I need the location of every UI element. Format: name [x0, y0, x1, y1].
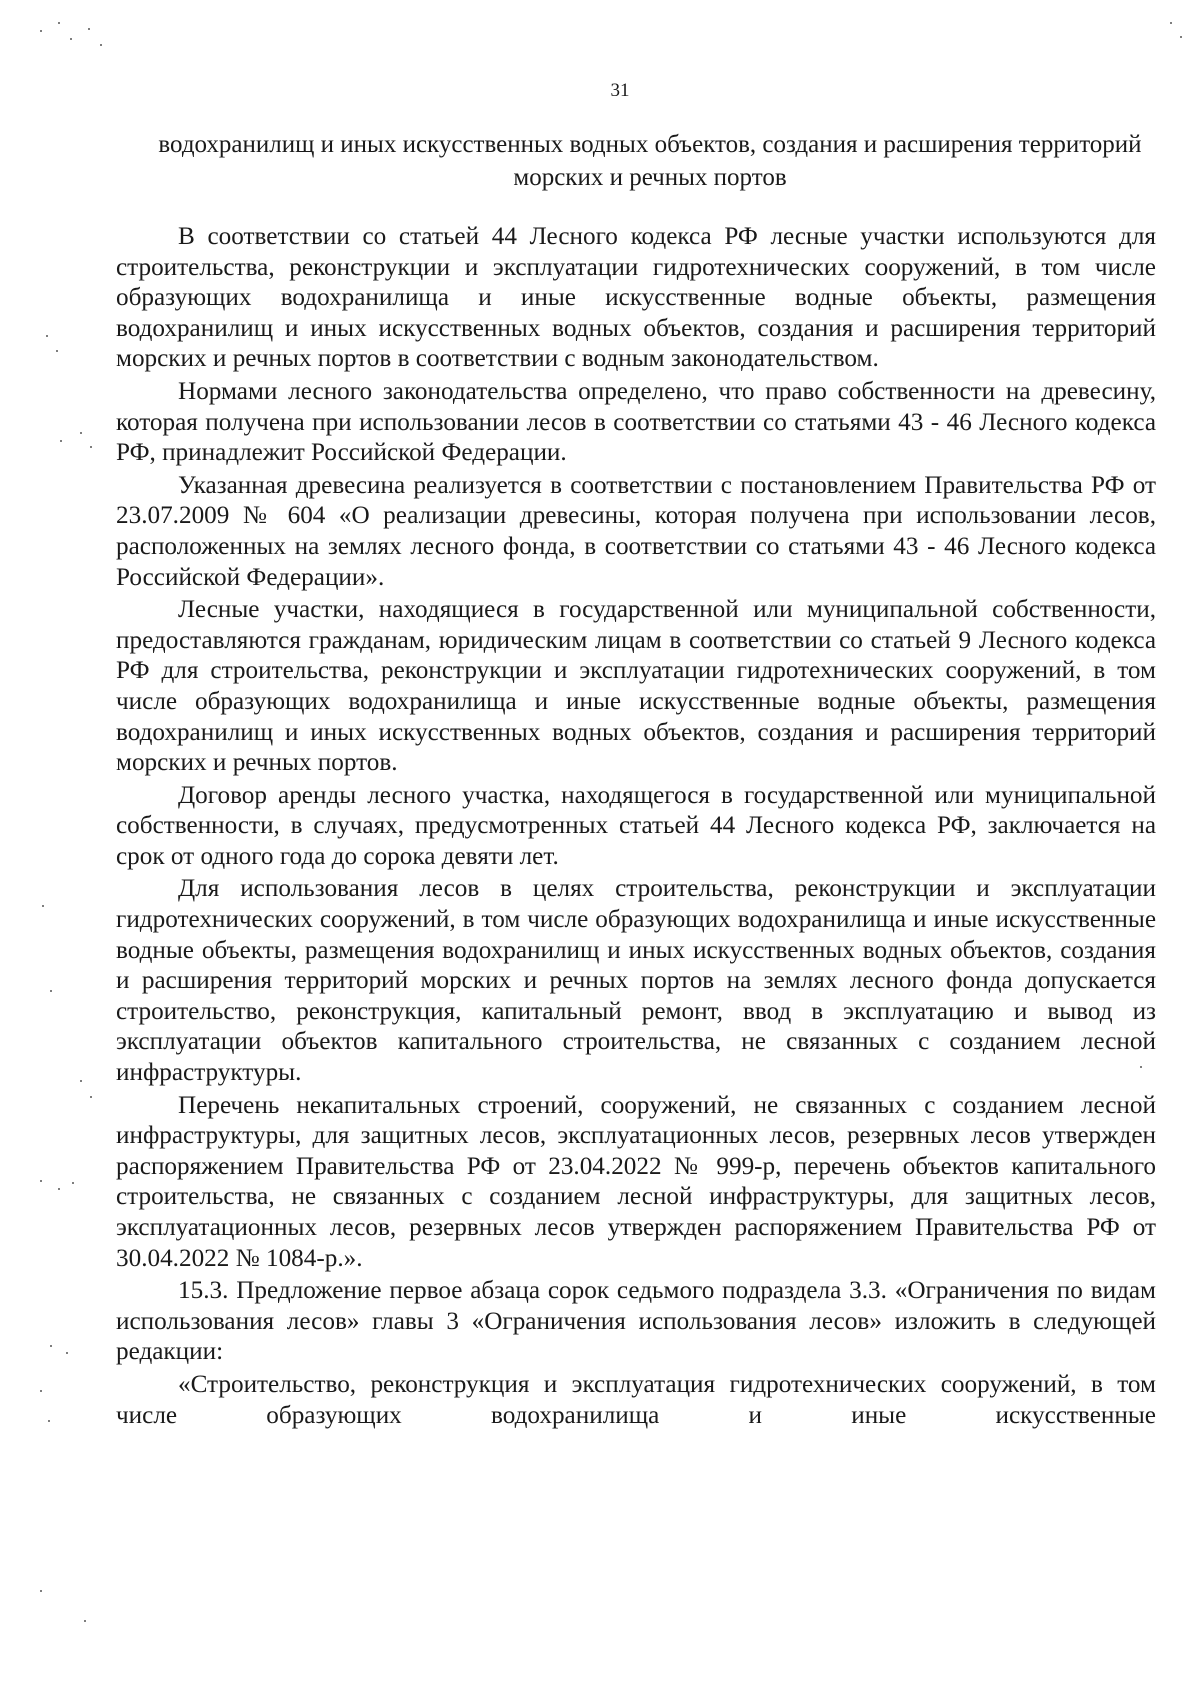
body-text [116, 222, 1156, 1431]
paragraph-lease-term: Договор аренды лесного участка, находящегося в государственной или муниципальной собственности, в случаях, предусмотренных статьей 44 Лесного кодекса РФ, заключается на срок от одного года до сорока девяти лет. [116, 781, 1156, 870]
paragraph-land-provision: Лесные участки, находящиеся в государственной или муниципальной собственности, предоставляются гражданам, юридическим лицам в соответствии со статьей 9 Лесного кодекса РФ для строительства, реконструкции и эксплуатации гидротехнических сооружений, в том числе образующих водохранилища и иные искусственные водные объекты, размещения водохранилищ и иных искусственных водных объектов, создания и расширения территорий морских и речных портов. [116, 596, 1156, 777]
paragraph-object-lists: Перечень некапитальных строений, сооружений, не связанных с созданием лесной инфраструктуры, для защитных лесов, эксплуатационных лесов, резервных лесов утвержден распоряжением Правительства РФ от 23.04.2022 № 999-р, перечень объектов капитального строительства, не связанных с созданием лесной инфраструктуры, для защитных лесов, эксплуатационных лесов, резервных лесов утвержден распоряжением Правительства РФ от 30.04.2022 № 1084-р.». [116, 1091, 1156, 1272]
page-number: 31 [610, 80, 630, 101]
paragraph-construction-allowed: Для использования лесов в целях строительства, реконструкции и эксплуатации гидротехнических сооружений, в том числе образующих водохранилища и иные искусственные водные объекты, размещения водохранилищ и иных искусственных водных объектов, создания и расширения территорий морских и речных портов на землях лесного фонда допускается строительство, реконструкция, капитальный ремонт, ввод в эксплуатацию и вывод из эксплуатации объектов капитального строительства, не связанных с созданием лесной инфраструктуры. [116, 875, 1156, 1087]
paragraph-timber-ownership: Нормами лесного законодательства определено, что право собственности на древесину, которая получена при использовании лесов в соответствии со статьями 43 - 46 Лесного кодекса РФ, принадлежит Российской Федерации. [116, 377, 1156, 467]
paragraph-timber-sale: Указанная древесина реализуется в соответствии с постановлением Правительства РФ от 23.07.2009 № 604 «О реализации древесины, которая получена при использовании лесов, расположенных на землях лесного фонда, в соответствии со статьями 43 - 46 Лесного кодекса Российской Федерации». [116, 471, 1156, 591]
paragraph-amendment-15-3: 15.3. Предложение первое абзаца сорок седьмого подраздела 3.3. «Ограничения по видам использования лесов» главы 3 «Ограничения использования лесов» изложить в следующей редакции: [116, 1277, 1156, 1366]
section-heading: водохранилищ и иных искусственных водных объектов, создания и расширения территорий морских и речных портов [158, 131, 1142, 191]
paragraph-new-wording: «Строительство, реконструкция и эксплуатация гидротехнических сооружений, в том числе образующих водохранилища и иные искусственные [116, 1370, 1156, 1429]
paragraph-article-44: В соответствии со статьей 44 Лесного кодекса РФ лесные участки используются для строительства, реконструкции и эксплуатации гидротехнических сооружений, в том числе образующих водохранилища и иные искусственные водные объекты, размещения водохранилищ и иных искусственных водных объектов, создания и расширения территорий морских и речных портов в соответствии с водным законодательством. [116, 223, 1156, 373]
